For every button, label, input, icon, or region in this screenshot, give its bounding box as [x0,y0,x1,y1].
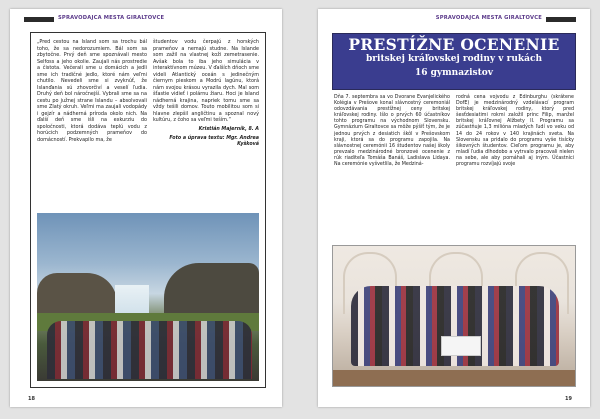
page-number: 19 [565,396,572,402]
headline-subtitle-2: 16 gymnazistov [414,68,494,78]
page-number: 18 [28,396,35,402]
photo-credit: Foto a úprava textu: Mgr. Andrea Kyšková [169,135,259,148]
photo-floor [333,370,575,386]
article-text-col-2: študentov vodu čerpajú z horských prameňov a nemajú studne. Na Islande som zažil na vlastnej koži zemetrasenie. Avšak bola to iba jeho simulácia v interaktívnom múzeu. V ďalších dňoch sme videli Atlantický oceán s jedinečným čiernym pieskom a Modrú lagúnu, ktorá nám svojou krásou vyrazila dych. Mal som šťastie vidieť i polárnu žiaru. Hoci je Island nádherná krajina, napriek tomu sme sa vždy tešili domov. Touto mobilitou som si hlavne zlepšil angličtinu a spoznal nový kultúru, z čoho sa veľmi teším.“ [153,39,259,123]
article-text-col-1: „Pred cestou na Island som sa trochu bál toho, že sa nedorozumiem. Bál som sa zbytočne. Prvý deň sme spoznávali mesto Selfoss a jeho okolie. Zaujali nás prostredie a čistota. Večerali sme u domácich a jedli sme ich tradičné jedlo, ktoré nám veľmi chutilo. Nevedeli sme si zvyknúť, že Islanďania sú zhovorčiví a veselí ľudia. Druhý deň bol náročnejší. Vybrali sme sa na cestu po južnej strane Islandu – absolvovali sme Zlatý okruh. Veľmi ma zaujali vodopády i gejzír a nádherná príroda okolo nich. Na ďalší deň sme išli na exkurziu do spoločnosti, ktorá dodáva teplú vodu z horúcich podzemných prameňov do domácností. Prekvapilo ma, že [37,39,147,143]
running-head [10,15,282,24]
left-page [10,9,282,407]
article-column-1 [37,39,147,143]
photo-student-group [47,321,252,379]
headline-subtitle-1: britskej kráľovskej rodiny v rukách [365,54,542,64]
article-column-2 [456,95,574,168]
article-box [30,32,266,388]
running-head-text: SPRAVODAJCA MESTA GIRALTOVCE [435,15,542,21]
running-head-text: SPRAVODAJCA MESTA GIRALTOVCE [58,15,165,21]
headline-box [332,33,576,90]
running-head [318,15,590,24]
group-photo-iceland [37,213,259,381]
running-head-bar [546,17,576,22]
group-photo-ceremony [332,245,576,387]
author-signature: Kristián Majerník, 8. A [198,126,259,132]
article-text-col-2: rodná cena vojvodu z Edinburghu (skrátene DofE) je medzinárodný vzdelávací program britskej kráľovskej rodiny, ktorý pred šesťdesiatimi rokmi založil princ Filip, manžel britskej kráľovnej Alžbety II. Programu sa zúčastňuje 1,3 milióna mladých ľudí vo veku od 14 do 24 rokov v 140 krajinách sveta. Na Slovensku sa pridalo do programu vyše tisícky šikovných študentov. Cieľom programu je, aby mladí ľudia dlhodobo a vytrvalo pracovali nielen na sebe, ale aby pomáhali aj iným. Účastníci programu rozvíjajú svoje [456,95,574,168]
right-page [318,9,590,407]
headline: PRESTÍŽNE OCENENIE [348,35,560,54]
article-column-2 [153,39,259,149]
article-text-col-1: Dňa 7. septembra sa vo Dvorane Evanjelického Kolégia v Prešove konal slávnostný ceremoniál odovzdávania prestížnej ceny britskej kráľovskej rodiny. Išlo o prvých 60 účastníkov tohto programu na východnom Slovensku. Gymnázium Giraltovce sa môže pýšiť tým, že je jednou prvých z desiatich škôl v Prešovskom kraji, ktorá sa do programu zapojila. Na slávnostnej ceremónii 16 študentov našej školy prevzalo medzinárodné bronzové ocenenie z rúk riaditeľa Tomáša Banáš, Ladislava Lidaya. Na ceremónie vyšvetlila, že Medziná- [334,95,450,168]
article-column-1 [334,95,450,168]
photo-banner [441,336,481,356]
running-head-bar [24,17,54,22]
